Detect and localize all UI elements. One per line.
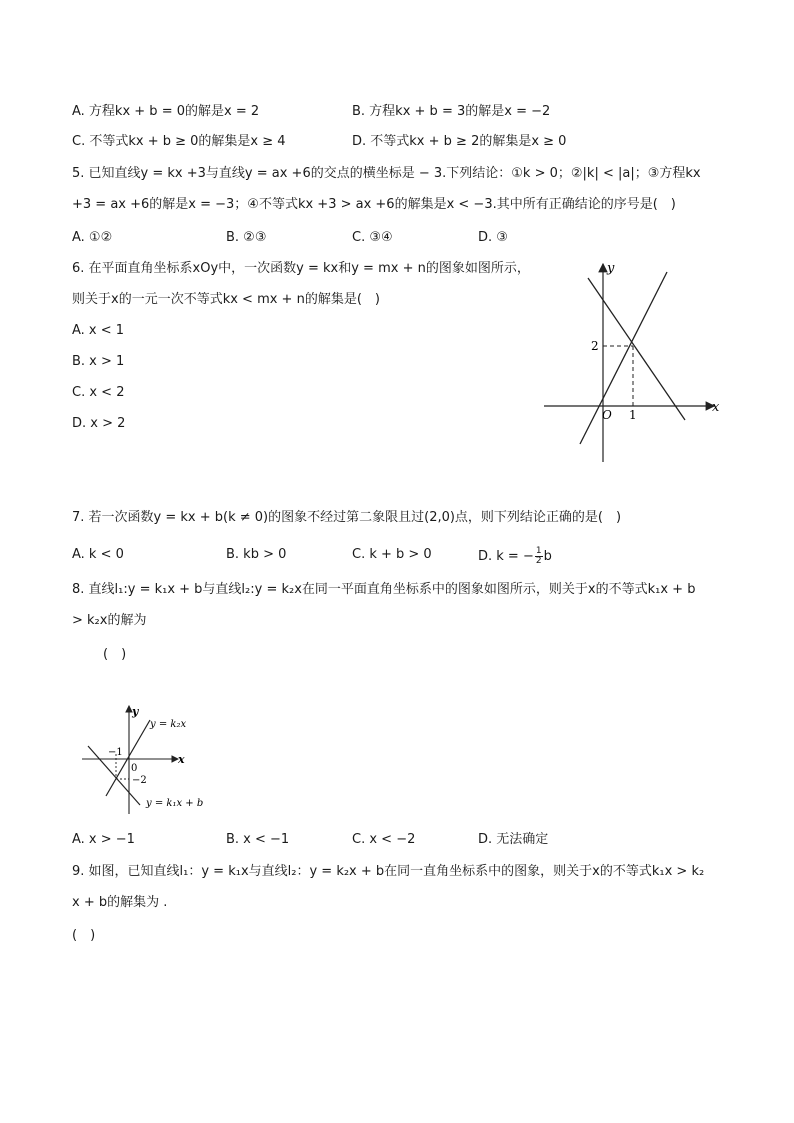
q6-y-label: y xyxy=(607,261,615,276)
q5-option-c: C. ③④ xyxy=(352,230,393,245)
q8-x-label: x xyxy=(178,753,185,766)
q6-x-tick-label: 1 xyxy=(629,408,637,422)
q6-option-b: B. x > 1 xyxy=(72,354,125,369)
q8-y-label: y xyxy=(132,705,139,718)
q6-stem-line2: 则关于x的一元一次不等式kx < mx + n的解集是( ) xyxy=(72,292,380,307)
q6-x-label: x xyxy=(712,400,720,415)
q8-graph xyxy=(78,702,238,817)
q8-option-b: B. x < −1 xyxy=(226,832,290,847)
q6-graph xyxy=(540,258,730,468)
q4-option-b: B. 方程kx + b = 3的解是x = −2 xyxy=(352,104,551,119)
q8-stem-line1: 8. 直线l₁:y = k₁x + b与直线l₂:y = k₂x在同一平面直角坐标系中的图象如图所示，则关于x的不等式k₁x + b xyxy=(72,582,696,597)
q5-option-d: D. ③ xyxy=(478,230,508,245)
q7-stem: 7. 若一次函数y = kx + b(k ≠ 0)的图象不经过第二象限且过(2,0)点，则下列结论正确的是( ) xyxy=(72,510,622,525)
q5-stem-line1: 5. 已知直线y = kx +3与直线y = ax +6的交点的横坐标是 − 3.下列结论：①k > 0；②|k| < |a|；③方程kx xyxy=(72,166,701,181)
q6-option-c: C. x < 2 xyxy=(72,385,125,400)
q9-answer-paren: ( ) xyxy=(72,928,96,943)
q6-line-y-kx xyxy=(580,272,667,444)
q9-stem-line2: x + b的解集为 . xyxy=(72,895,168,910)
q7-fraction-denominator: 2 xyxy=(535,556,542,566)
q7-option-a: A. k < 0 xyxy=(72,547,124,562)
q7-option-d-fraction xyxy=(535,547,543,566)
q5-option-b: B. ②③ xyxy=(226,230,267,245)
q8-stem-line2: > k₂x的解为 xyxy=(72,613,147,628)
q5-option-a: A. ①② xyxy=(72,230,113,245)
q8-y-tick-label: −2 xyxy=(132,775,147,786)
q8-x-tick-label: −1 xyxy=(108,747,123,758)
q6-y-tick-label: 2 xyxy=(591,339,599,353)
q7-option-c: C. k + b > 0 xyxy=(352,547,432,562)
q6-stem-line1: 6. 在平面直角坐标系xOy中，一次函数y = kx和y = mx + n的图象如图所示， xyxy=(72,261,530,276)
q4-option-d: D. 不等式kx + b ≥ 2的解集是x ≥ 0 xyxy=(352,134,567,149)
q7-option-d-prefix: D. k = − xyxy=(478,549,534,564)
q4-option-a: A. 方程kx + b = 0的解是x = 2 xyxy=(72,104,260,119)
q9-stem-line1: 9. 如图，已知直线l₁：y = k₁x与直线l₂：y = k₂x + b在同一直角坐标系中的图象，则关于x的不等式k₁x > k₂ xyxy=(72,864,705,879)
q8-line-l1-label: y = k₁x + b xyxy=(146,798,204,809)
q8-option-d: D. 无法确定 xyxy=(478,832,549,847)
q7-option-b: B. kb > 0 xyxy=(226,547,287,562)
q5-stem-line2: +3 = ax +6的解是x = −3；④不等式kx +3 > ax +6的解集是x < −3.其中所有正确结论的序号是( ) xyxy=(72,197,676,212)
q7-option-d-suffix: b xyxy=(543,549,552,564)
q8-answer-paren: ( ) xyxy=(103,647,127,662)
q6-origin-label: O xyxy=(602,408,612,422)
q7-fraction-numerator: 1 xyxy=(535,546,542,556)
q8-option-a: A. x > −1 xyxy=(72,832,135,847)
q4-option-c: C. 不等式kx + b ≥ 0的解集是x ≥ 4 xyxy=(72,134,286,149)
q6-option-d: D. x > 2 xyxy=(72,416,126,431)
q8-option-c: C. x < −2 xyxy=(352,832,416,847)
q7-option-d xyxy=(478,547,552,566)
q6-option-a: A. x < 1 xyxy=(72,323,125,338)
q8-origin-label: 0 xyxy=(131,763,138,774)
q8-line-l2-label: y = k₂x xyxy=(150,719,187,730)
